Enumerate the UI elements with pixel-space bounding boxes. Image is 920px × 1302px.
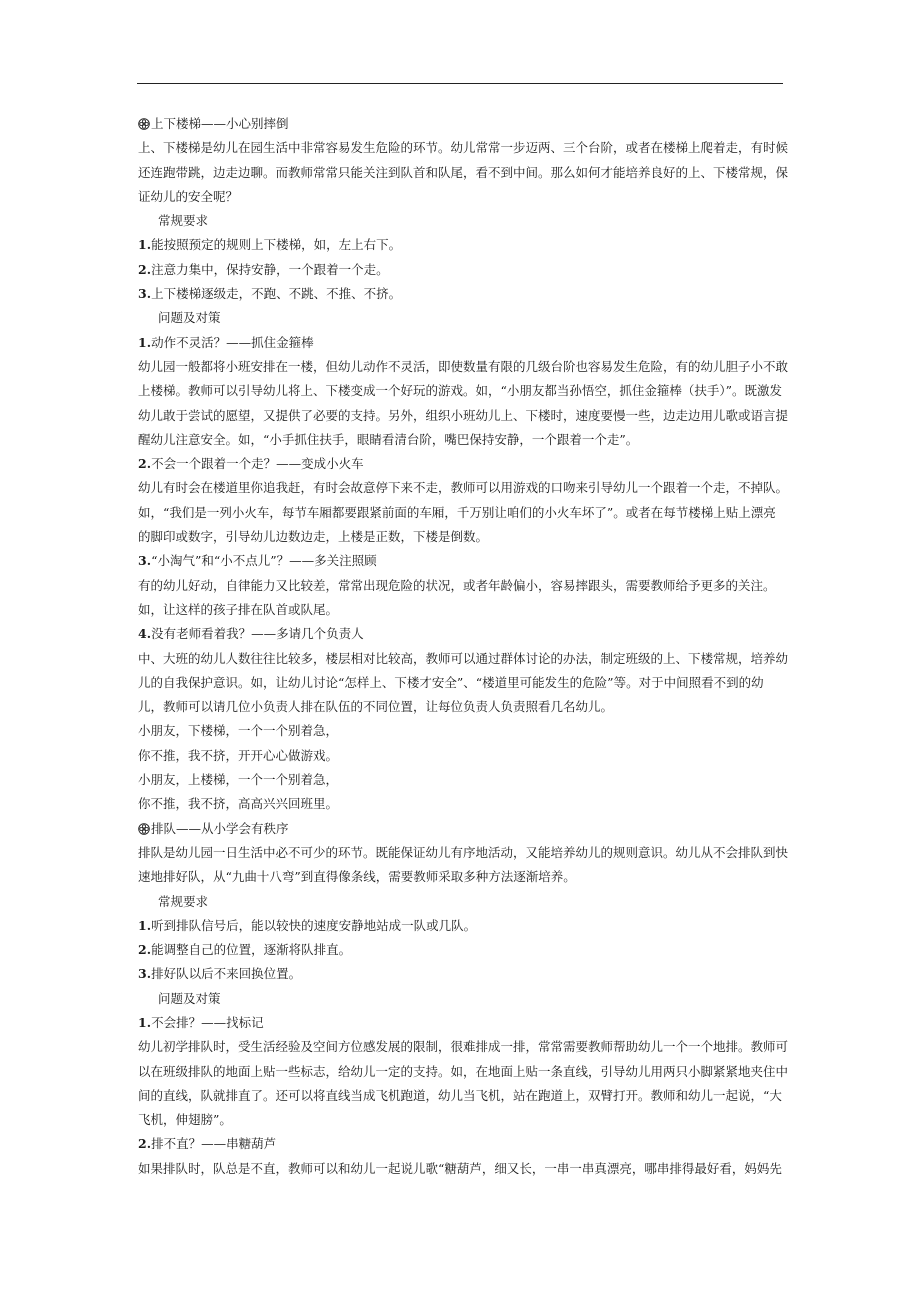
section1-rules-heading: 常规要求 (158, 213, 209, 229)
document-body (138, 112, 788, 1181)
section2-heading (138, 817, 788, 841)
flower-icon (138, 118, 150, 130)
section1-problem-2-title: 2.不会一个跟着一个走？——变成小火车 (138, 456, 364, 472)
rhyme-line-2: 你不推，我不挤，开开心心做游戏。 (138, 747, 339, 763)
section2-problem-2-body: 如果排队时，队总是不直，教师可以和幼儿一起说儿歌“糖葫芦，细又长，一串一串真漂亮，哪串排得最好看，妈妈先 (138, 1160, 782, 1176)
section1-problem-2-body: 幼儿有时会在楼道里你追我赶，有时会故意停下来不走，教师可以用游戏的口吻来引导幼儿一个跟着一个走，不掉队。如，“我们是一列小火车，每节车厢都要跟紧前面的车厢，千万别让咱们的小火车坏了”。或者在每节楼梯上贴上漂亮的脚印或数字，引导幼儿边数边走，上楼是正数，下楼是倒数。 (138, 480, 789, 545)
section1-problem-1-title: 1.动作不灵活？——抓住金箍棒 (138, 334, 314, 350)
section1-problem-1-body: 幼儿园一般都将小班安排在一楼，但幼儿动作不灵活，即使数量有限的几级台阶也容易发生危险，有的幼儿胆子小不敢上楼梯。教师可以引导幼儿将上、下楼变成一个好玩的游戏。如，“小朋友都当孙悟空，抓住金箍棒（扶手）”。既激发幼儿敢于尝试的愿望，又提供了必要的支持。另外，组织小班幼儿上、下楼时，速度要慢一些，边走边用儿歌或语言提醒幼儿注意安全。如，“小手抓住扶手，眼睛看清台阶，嘴巴保持安静，一个跟着一个走”。 (138, 358, 789, 447)
section1-problem-4-title: 4.没有老师看着我？——多请几个负责人 (138, 626, 364, 642)
section2-rule-1: 1.听到排队信号后，能以较快的速度安静地站成一队或几队。 (138, 917, 477, 933)
section2-problems-heading: 问题及对策 (158, 990, 221, 1006)
rhyme-line-1: 小朋友，下楼梯，一个一个别着急， (138, 723, 339, 739)
section1-rule-2: 2.注意力集中，保持安静，一个跟着一个走。 (138, 261, 389, 277)
section1-problem-4-body: 中、大班的幼儿人数往往比较多，楼层相对比较高，教师可以通过群体讨论的办法，制定班级的上、下楼常规，培养幼儿的自我保护意识。如，让幼儿讨论“怎样上、下楼才安全”、“楼道里可能发生的危险”等。对于中间照看不到的幼儿，教师可以请几位小负责人排在队伍的不同位置，让每位负责人负责照看几名幼儿。 (138, 650, 789, 715)
section2-intro: 排队是幼儿园一日生活中必不可少的环节。既能保证幼儿有序地活动，又能培养幼儿的规则意识。幼儿从不会排队到快速地排好队，从“九曲十八弯”到直得像条线，需要教师采取多种方法逐渐培养。 (138, 844, 789, 885)
rhyme-line-3: 小朋友，上楼梯，一个一个别着急， (138, 772, 339, 788)
section2-problem-1-body: 幼儿初学排队时，受生活经验及空间方位感发展的限制，很难排成一排，常常需要教师帮助幼儿一个一个地排。教师可以在班级排队的地面上贴一些标志，给幼儿一定的支持。如，在地面上贴一条直线，引导幼儿用两只小脚紧紧地夹住中间的直线，队就排直了。还可以将直线当成飞机跑道，幼儿当飞机，站在跑道上，双臂打开。教师和幼儿一起说，“大飞机，伸翅膀”。 (138, 1039, 789, 1128)
rhyme-line-4: 你不推，我不挤，高高兴兴回班里。 (138, 796, 339, 812)
section2-rules-heading: 常规要求 (158, 893, 209, 909)
section1-problems-heading: 问题及对策 (158, 310, 221, 326)
section2-problem-2-title: 2.排不直？——串糖葫芦 (138, 1136, 277, 1152)
section1-rule-1: 1.能按照预定的规则上下楼梯，如，左上右下。 (138, 237, 402, 253)
section1-rule-3: 3.上下楼梯逐级走，不跑、不跳、不推、不挤。 (138, 286, 402, 302)
section1-problem-3-title: 3.“小淘气”和“小不点儿”？——多关注照顾 (138, 553, 377, 569)
flower-icon (138, 823, 150, 835)
section2-rule-2: 2.能调整自己的位置，逐渐将队排直。 (138, 942, 352, 958)
section1-heading (138, 112, 788, 136)
section2-title: 排队——从小学会有秩序 (151, 820, 289, 836)
header-rule (137, 83, 783, 84)
section2-problem-1-title: 1.不会排？——找标记 (138, 1014, 264, 1030)
section1-problem-3-body: 有的幼儿好动，自律能力又比较差，常常出现危险的状况，或者年龄偏小，容易摔跟头，需要教师给予更多的关注。如，让这样的孩子排在队首或队尾。 (138, 577, 776, 617)
section2-rule-3: 3.排好队以后不来回换位置。 (138, 966, 302, 982)
section1-intro: 上、下楼梯是幼儿在园生活中非常容易发生危险的环节。幼儿常常一步迈两、三个台阶，或者在楼梯上爬着走，有时候还连跑带跳，边走边聊。而教师常常只能关注到队首和队尾，看不到中间。那么如何才能培养良好的上、下楼常规，保证幼儿的安全呢？ (138, 140, 789, 204)
section1-title: 上下楼梯——小心别摔倒 (151, 116, 289, 131)
